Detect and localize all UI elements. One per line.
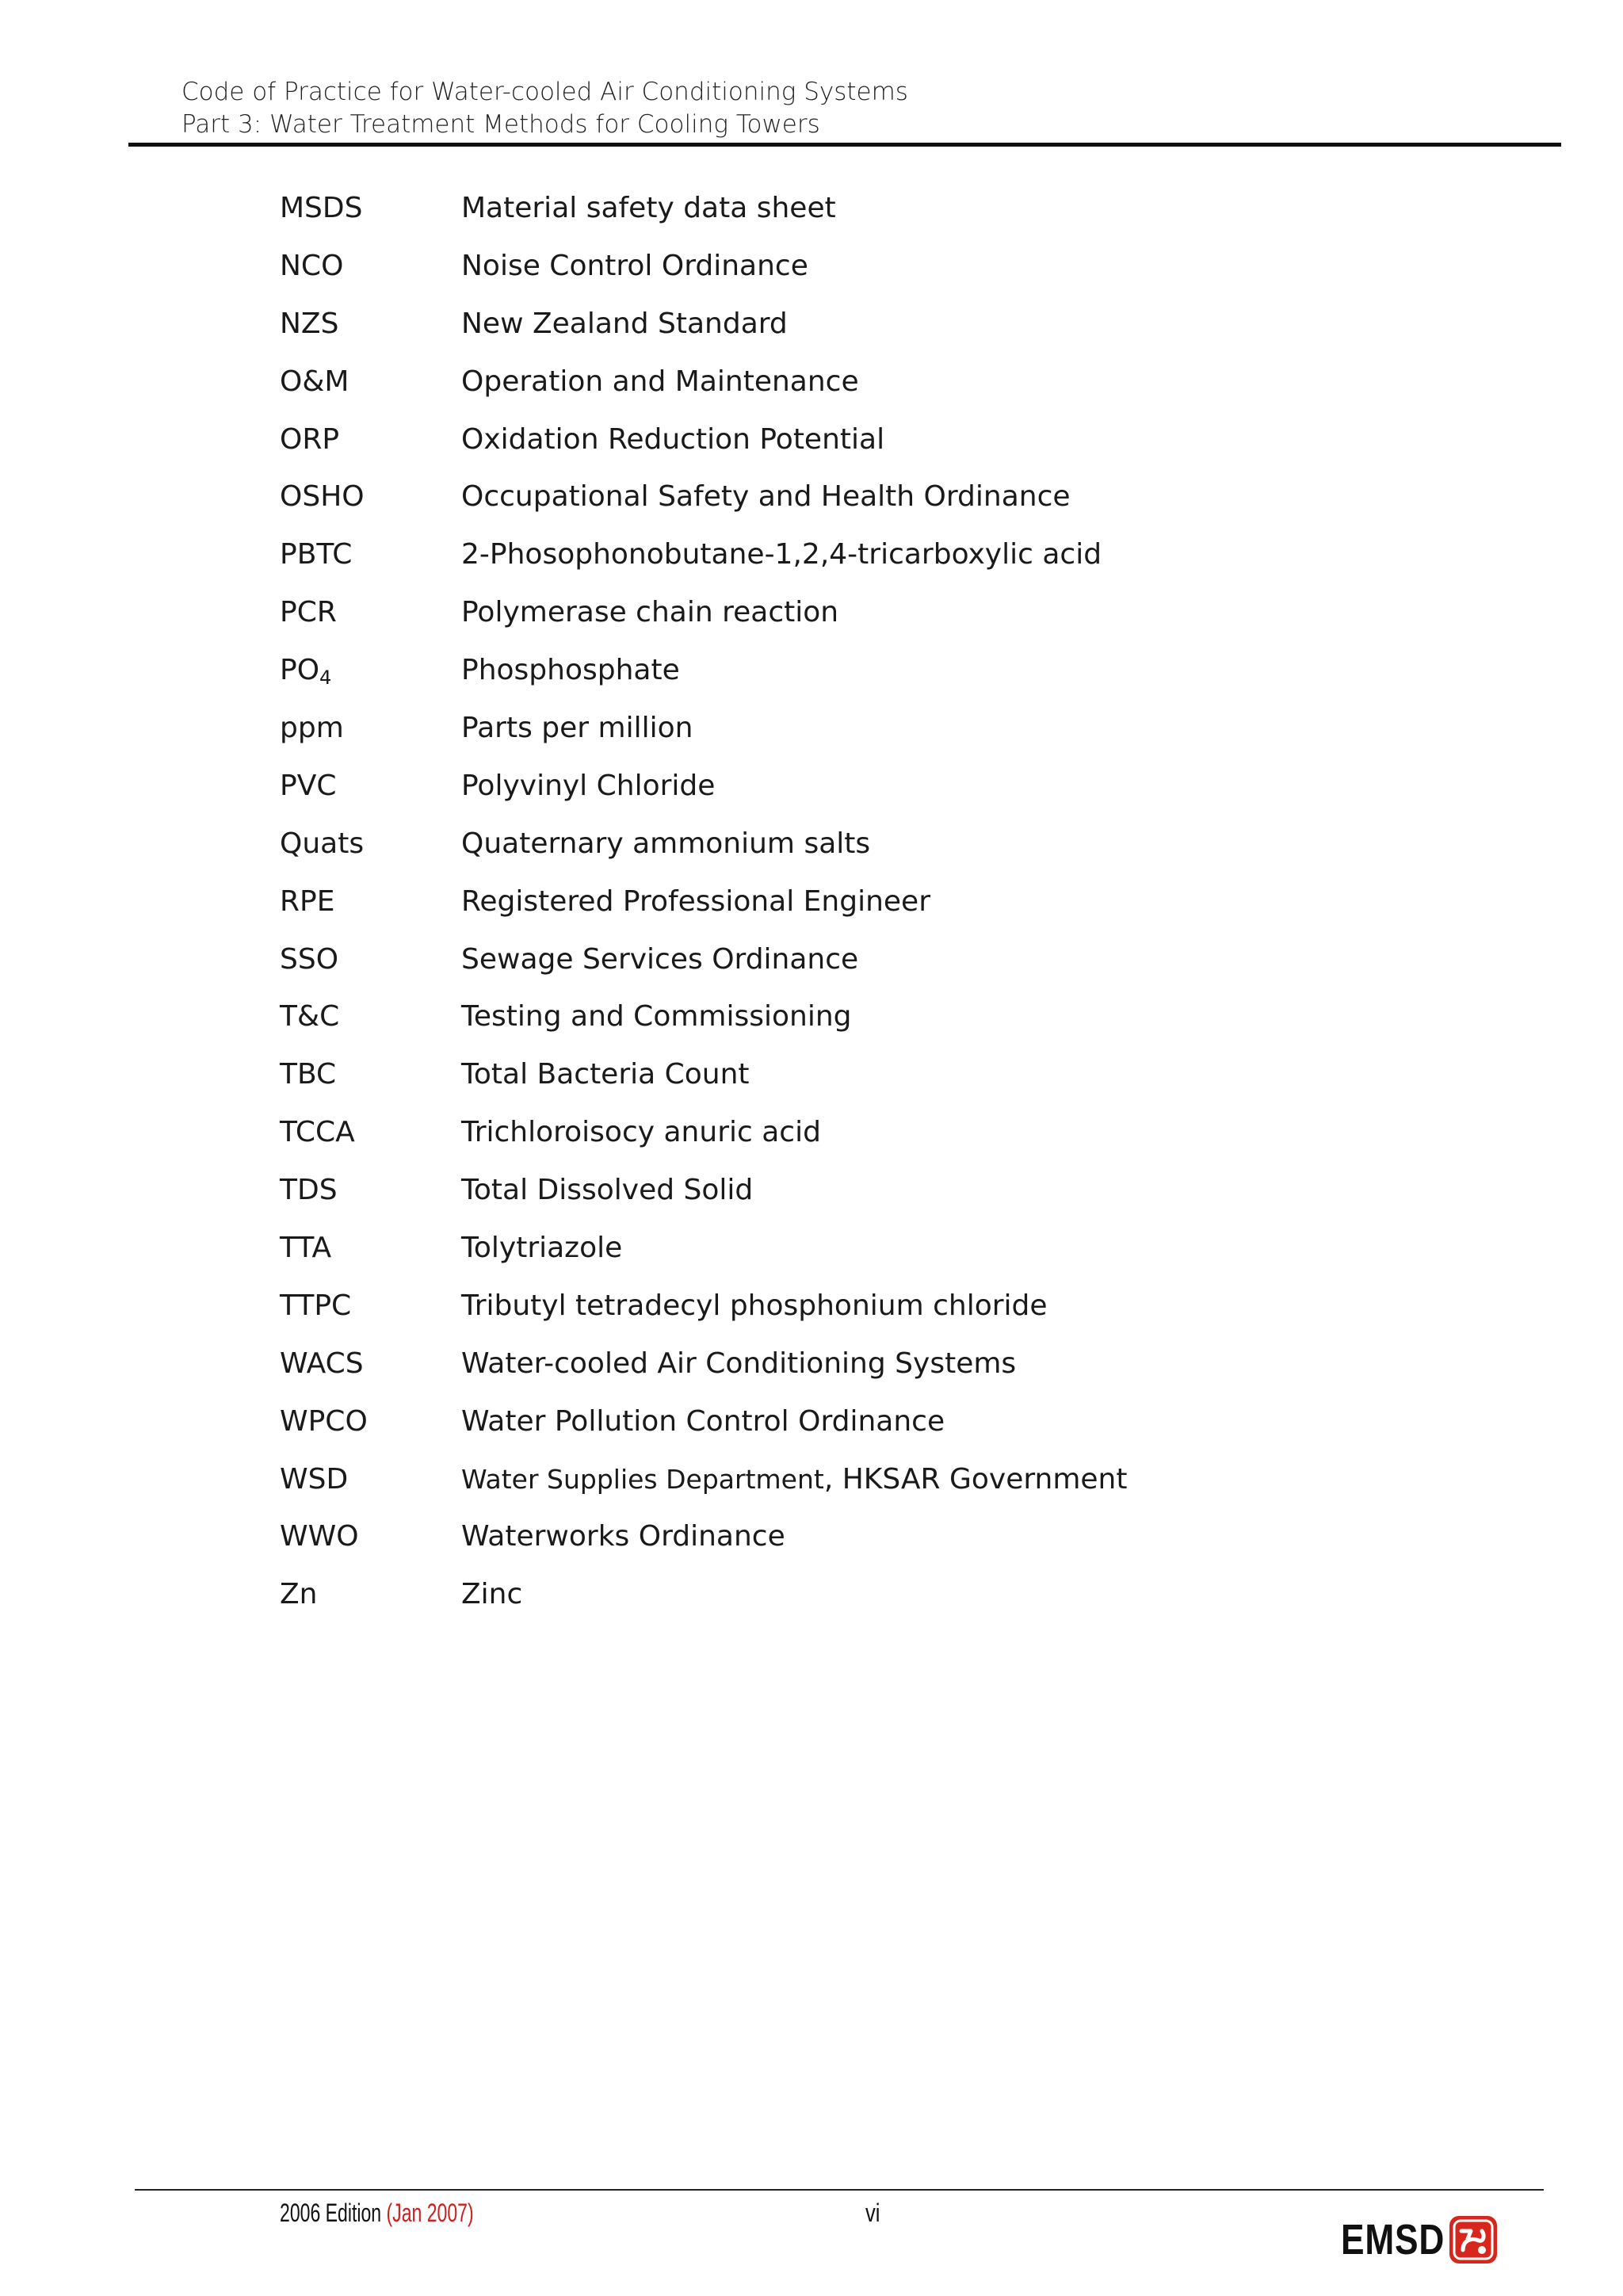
abbreviation-row <box>280 1575 1128 1633</box>
abbreviation-term <box>280 593 461 632</box>
abbreviation-term-text: PVC <box>280 769 337 802</box>
abbreviation-definition <box>461 593 838 632</box>
abbreviation-term <box>280 246 461 286</box>
abbreviation-definition <box>461 246 808 286</box>
abbreviation-term-text: MSDS <box>280 192 363 224</box>
abbreviation-definition <box>461 1286 1048 1326</box>
abbreviation-term-text: SSO <box>280 942 339 976</box>
abbreviation-term-text: TCCA <box>280 1116 355 1149</box>
abbreviation-term <box>280 362 461 402</box>
abbreviation-row <box>280 304 1128 362</box>
emsd-logo <box>1341 2211 1499 2268</box>
abbreviation-row <box>280 824 1128 882</box>
abbreviation-row <box>280 1171 1128 1228</box>
abbreviation-definition-text: Polyvinyl Chloride <box>461 769 716 802</box>
abbreviation-term-text: TBC <box>280 1058 337 1091</box>
abbreviation-definition-text: , HKSAR Government <box>823 1462 1128 1496</box>
abbreviation-definition <box>461 535 1102 575</box>
abbreviation-definition-text: Quaternary ammonium salts <box>461 827 871 860</box>
abbreviation-term-text: NCO <box>280 249 344 282</box>
abbreviation-definition-text: Trichloroisocy anuric acid <box>461 1116 821 1149</box>
abbreviation-row <box>280 1517 1128 1575</box>
abbreviation-definition <box>461 940 858 980</box>
abbreviation-term <box>280 304 461 344</box>
abbreviation-term <box>280 1460 461 1499</box>
abbreviation-definition <box>461 1402 945 1442</box>
logo-text: EMSD <box>1341 2216 1445 2264</box>
abbreviation-term-text: T&C <box>280 1000 340 1033</box>
abbreviation-definition-text: Waterworks Ordinance <box>461 1520 785 1553</box>
abbreviation-term-text: WWO <box>280 1520 359 1553</box>
header-divider <box>128 143 1561 147</box>
abbreviation-definition <box>461 824 870 864</box>
abbreviation-term-text: TTPC <box>280 1289 352 1322</box>
abbreviation-row <box>280 477 1128 535</box>
abbreviation-term <box>280 1113 461 1152</box>
abbreviation-term <box>280 1402 461 1442</box>
abbreviation-row <box>280 651 1128 709</box>
abbreviation-definition-text: New Zealand Standard <box>461 307 788 340</box>
abbreviation-definition-text: Polymerase chain reaction <box>461 596 839 629</box>
edition-label: 2006 Edition <box>280 2199 382 2227</box>
abbreviation-row <box>280 189 1128 246</box>
abbreviation-row <box>280 420 1128 478</box>
abbreviation-term <box>280 189 461 228</box>
abbreviation-term <box>280 709 461 748</box>
abbreviation-definition-text: Parts per million <box>461 712 693 745</box>
abbreviation-definition-text: Tributyl tetradecyl phosphonium chloride <box>461 1289 1048 1322</box>
page-number: vi <box>865 2199 880 2227</box>
abbreviation-definition <box>461 997 852 1037</box>
abbreviation-row <box>280 535 1128 593</box>
abbreviation-term-text: WACS <box>280 1347 364 1380</box>
abbreviation-definition-text: Registered Professional Engineer <box>461 884 930 918</box>
abbreviation-term-text: ORP <box>280 422 340 456</box>
abbreviation-term-text: TDS <box>280 1174 338 1207</box>
abbreviation-row <box>280 1460 1128 1518</box>
abbreviation-term-text: WPCO <box>280 1404 368 1438</box>
abbreviation-definition-text: Occupational Safety and Health Ordinance <box>461 480 1071 514</box>
abbreviation-row <box>280 766 1128 824</box>
abbreviation-term <box>280 997 461 1037</box>
abbreviation-row <box>280 593 1128 651</box>
abbreviation-term-text: PBTC <box>280 538 353 571</box>
abbreviation-definition <box>461 651 680 690</box>
abbreviation-definition <box>461 477 1071 517</box>
abbreviation-definition <box>461 189 836 228</box>
abbreviation-term <box>280 1344 461 1384</box>
abbreviation-row <box>280 1228 1128 1286</box>
abbreviation-definition <box>461 1517 785 1557</box>
abbreviation-definition <box>461 304 788 344</box>
abbreviation-definition <box>461 1575 522 1614</box>
abbreviation-term <box>280 651 461 690</box>
abbreviation-definition <box>461 362 859 402</box>
abbreviation-definition <box>461 1113 821 1152</box>
abbreviation-term-text: Quats <box>280 827 365 860</box>
footer-edition <box>280 2197 474 2229</box>
abbreviation-term <box>280 1517 461 1557</box>
abbreviation-term <box>280 1575 461 1614</box>
abbreviation-row <box>280 1344 1128 1402</box>
abbreviation-row <box>280 246 1128 304</box>
abbreviation-definition-text: Water Pollution Control Ordinance <box>461 1404 945 1438</box>
abbreviation-row <box>280 940 1128 998</box>
abbreviation-term-text: PCR <box>280 596 337 629</box>
abbreviation-definition-text: Sewage Services Ordinance <box>461 942 859 976</box>
abbreviation-term-text: WSD <box>280 1462 349 1496</box>
abbreviation-definition-text: Tolytriazole <box>461 1232 623 1265</box>
abbreviation-definition <box>461 1171 753 1210</box>
abbreviation-row <box>280 709 1128 766</box>
abbreviation-definition <box>461 1055 750 1095</box>
abbreviation-definition-text: Noise Control Ordinance <box>461 249 808 282</box>
abbreviation-definition-text: Zinc <box>461 1578 523 1611</box>
abbreviation-definition <box>461 1344 1016 1384</box>
abbreviation-term-text: RPE <box>280 884 335 918</box>
header-part-title: Part 3: Water Treatment Methods for Cooling Towers <box>181 110 820 139</box>
abbreviation-term <box>280 477 461 517</box>
page-header <box>181 76 908 141</box>
abbreviation-term <box>280 1171 461 1210</box>
abbreviation-definition-text: Total Bacteria Count <box>461 1058 750 1091</box>
abbreviation-definition-text: Total Dissolved Solid <box>461 1174 754 1207</box>
abbreviation-definition <box>461 766 715 806</box>
abbreviation-term-text: PO <box>280 654 320 687</box>
abbreviation-term <box>280 420 461 460</box>
abbreviation-list <box>280 189 1128 1633</box>
abbreviation-term <box>280 882 461 922</box>
abbreviation-definition <box>461 1228 622 1268</box>
abbreviation-term <box>280 1286 461 1326</box>
abbreviation-term-text: O&M <box>280 365 349 398</box>
abbreviation-row <box>280 1402 1128 1460</box>
abbreviation-definition-text: Oxidation Reduction Potential <box>461 422 885 456</box>
abbreviation-row <box>280 882 1128 940</box>
abbreviation-row <box>280 1286 1128 1344</box>
revision-date: (Jan 2007) <box>386 2199 474 2227</box>
abbreviation-row <box>280 997 1128 1055</box>
emsd-emblem-icon <box>1447 2214 1499 2266</box>
abbreviation-definition-text: Testing and Commissioning <box>461 1000 852 1033</box>
abbreviation-definition <box>461 420 884 460</box>
abbreviation-definition <box>461 882 930 922</box>
abbreviation-definition-text: Water-cooled Air Conditioning Systems <box>461 1347 1017 1380</box>
abbreviation-definition <box>461 1460 1128 1499</box>
abbreviation-definition-part: Water Supplies Department <box>461 1463 824 1495</box>
abbreviation-term <box>280 940 461 980</box>
abbreviation-definition-text: Phosphosphate <box>461 654 680 687</box>
abbreviation-definition-text: Material safety data sheet <box>461 192 836 224</box>
abbreviation-definition-text: 2-Phosophonobutane-1,2,4-tricarboxylic acid <box>461 538 1102 571</box>
abbreviation-term-subscript: 4 <box>319 667 332 690</box>
abbreviation-definition <box>461 709 693 748</box>
abbreviation-term-text: Zn <box>280 1578 318 1611</box>
abbreviation-term <box>280 1055 461 1095</box>
abbreviation-row <box>280 1055 1128 1113</box>
abbreviation-row <box>280 362 1128 420</box>
abbreviation-row <box>280 1113 1128 1171</box>
abbreviation-term-text: TTA <box>280 1232 332 1265</box>
abbreviation-term <box>280 535 461 575</box>
abbreviation-term <box>280 824 461 864</box>
abbreviation-term <box>280 766 461 806</box>
abbreviation-term-text: NZS <box>280 307 339 340</box>
header-document-title: Code of Practice for Water-cooled Air Conditioning Systems <box>181 78 908 106</box>
abbreviation-definition-text: Operation and Maintenance <box>461 365 859 398</box>
abbreviation-term-text: ppm <box>280 712 344 745</box>
footer-divider <box>135 2189 1544 2191</box>
abbreviation-term <box>280 1228 461 1268</box>
abbreviation-term-text: OSHO <box>280 480 365 514</box>
